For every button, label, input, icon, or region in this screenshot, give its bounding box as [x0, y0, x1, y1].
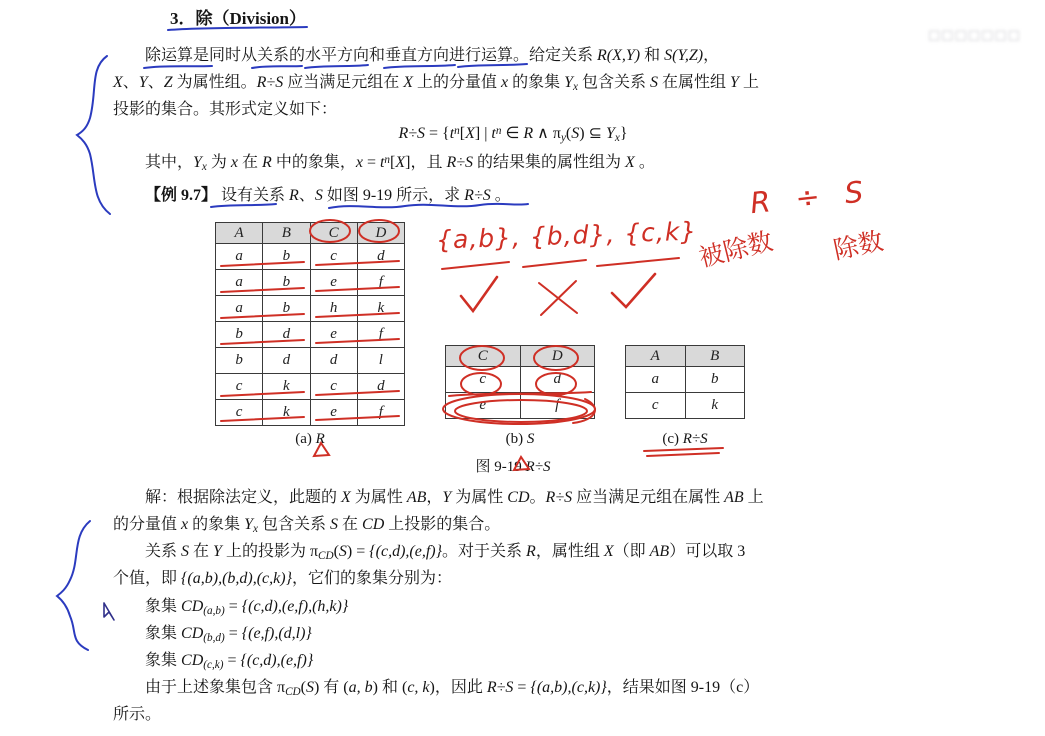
table-cell: b [685, 367, 745, 393]
table-cell: a [626, 367, 686, 393]
solution-line: 关系 S 在 Y 上的投影为 πCD(S) = {(c,d),(e,f)}。对于关系 R，属性组 X（即 AB）可以取 3 [145, 543, 746, 563]
table-row [626, 367, 745, 393]
table-cell: f [357, 322, 404, 348]
handwritten-dividend-label: 被除数 [695, 226, 776, 273]
table-cell: d [310, 348, 357, 374]
table-cell: b [263, 270, 310, 296]
handwritten-divisor-label: 除数 [830, 226, 886, 265]
table-cell: k [357, 296, 404, 322]
solution-line: 象集 CD(a,b) = {(c,d),(e,f),(h,k)} [145, 598, 349, 618]
figure-caption: 图 9-19 R÷S [475, 459, 551, 475]
column-header: B [685, 346, 745, 367]
blue-brace-top [77, 56, 110, 214]
table-cell: d [520, 367, 595, 393]
table-row [216, 270, 405, 296]
table-cell: c [216, 400, 263, 426]
table-cell: e [310, 270, 357, 296]
column-header: A [216, 223, 263, 244]
table-cell: d [263, 322, 310, 348]
table-row [446, 393, 595, 419]
column-header: D [357, 223, 404, 244]
column-header: C [310, 223, 357, 244]
table-row [216, 400, 405, 426]
table-cell: a [216, 244, 263, 270]
table-cell: e [446, 393, 521, 419]
table-row [216, 322, 405, 348]
table-cell: c [446, 367, 521, 393]
table-cell: c [310, 244, 357, 270]
solution-line: 的分量值 x 的象集 Yx 包含关系 S 在 CD 上投影的集合。 [113, 516, 501, 536]
handwritten-image-sets: {a,b}, {b,d}, {c,k} [435, 216, 698, 255]
blue-brace-bottom [57, 521, 90, 650]
table-row [626, 393, 745, 419]
solution-line: 所示。 [113, 706, 162, 723]
red-sets-underlines [442, 258, 679, 269]
table-cell: k [263, 400, 310, 426]
table-cell: f [357, 270, 404, 296]
table-row [216, 348, 405, 374]
table-cell: b [216, 322, 263, 348]
relation-table-s [445, 345, 595, 419]
paragraph-line: 除运算是同时从关系的水平方向和垂直方向进行运算。给定关系 R(X,Y) 和 S(Y,Z)， [145, 47, 720, 64]
table-cell: e [310, 400, 357, 426]
red-x-mark [539, 281, 577, 315]
solution-line: 象集 CD(b,d) = {(e,f),(d,l)} [145, 625, 312, 645]
handwritten-r-divide-s: R ÷ S [748, 173, 873, 221]
column-header: B [263, 223, 310, 244]
table-cell: k [685, 393, 745, 419]
table-cell: c [626, 393, 686, 419]
solution-line: 象集 CD(c,k) = {(c,d),(e,f)} [145, 652, 314, 672]
table-row [216, 296, 405, 322]
paragraph-line: X、Y、Z 为属性组。R÷S 应当满足元组在 X 上的分量值 x 的象集 Yx 包含关系 S 在属性组 Y 上 [113, 74, 759, 94]
table-cell: e [310, 322, 357, 348]
cursor-arrow [104, 603, 114, 620]
red-check-1 [461, 277, 497, 311]
table-cell: d [357, 374, 404, 400]
solution-line: 个值，即 {(a,b),(b,d),(c,k)}，它们的象集分别为： [113, 570, 452, 587]
relation-table-result [625, 345, 745, 419]
table-cell: a [216, 296, 263, 322]
paragraph-line: 投影的集合。其形式定义如下： [113, 101, 338, 118]
table-row [446, 367, 595, 393]
table-cell: h [310, 296, 357, 322]
caption-table-s: (b) S [505, 431, 535, 447]
relation-table-r [215, 222, 405, 426]
example-heading: 【例 9.7】 设有关系 R、S 如图 9-19 所示，求 R÷S 。 [145, 187, 511, 204]
table-cell: d [263, 348, 310, 374]
table-row [216, 374, 405, 400]
solution-line: 由于上述象集包含 πCD(S) 有 (a, b) 和 (c, k)，因此 R÷S = {(a,b),(c,k)}，结果如图 9-19（c） [145, 679, 760, 699]
table-cell: b [263, 296, 310, 322]
table-cell: k [263, 374, 310, 400]
table-cell: d [357, 244, 404, 270]
section-title: 3．除（Division） [170, 9, 307, 28]
paragraph-line: 其中，Yx 为 x 在 R 中的象集，$x = t^n[X]$，且 R÷S 的结果集的属性组为 X 。 [145, 153, 655, 174]
table-cell: c [216, 374, 263, 400]
table-cell: a [216, 270, 263, 296]
division-formula: $R\div S = \{t^n[X]$ | $t^n$ ∈ R ∧ πy(S) ⊆ Yx} [398, 124, 628, 145]
column-header: D [520, 346, 595, 367]
table-cell: l [357, 348, 404, 374]
table-cell: c [310, 374, 357, 400]
caption-table-r: (a) R [295, 431, 325, 447]
column-header: C [446, 346, 521, 367]
table-cell: f [357, 400, 404, 426]
solution-line: 解：根据除法定义，此题的 X 为属性 AB，Y 为属性 CD。R÷S 应当满足元组在属性 AB 上 [145, 489, 764, 506]
table-cell: b [216, 348, 263, 374]
red-check-2 [612, 274, 655, 307]
column-header: A [626, 346, 686, 367]
watermark: □□□□□□□ [928, 28, 1021, 43]
caption-table-result: (c) R÷S [662, 431, 708, 447]
table-cell: b [263, 244, 310, 270]
table-row [216, 244, 405, 270]
table-cell: f [520, 393, 595, 419]
